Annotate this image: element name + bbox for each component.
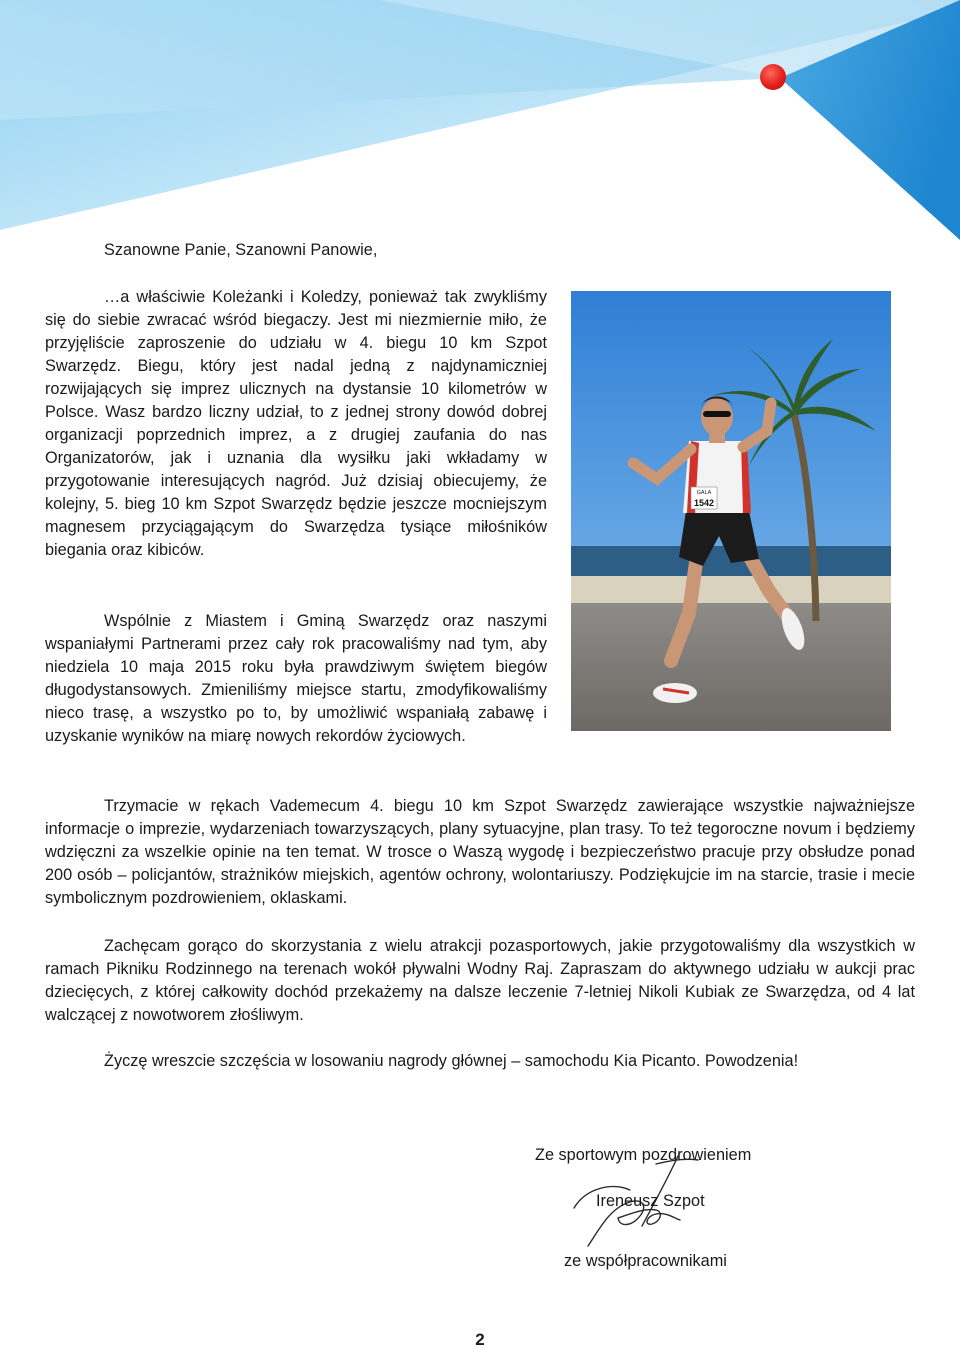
salutation: Szanowne Panie, Szanowni Panowie, — [104, 241, 378, 259]
bib-header: GALA — [696, 490, 712, 496]
closing-line: Ze sportowym pozdrowieniem — [535, 1146, 752, 1164]
paragraph-picnic — [45, 935, 915, 1027]
paragraph-vademecum-text: Trzymacie w rękach Vademecum 4. biegu 10 km Szpot Swarzędz zawierające wszystkie najważniejsze informacje o imprezie, wydarzeniach towarzyszących, plany sytuacyjne, plan trasy. To też tegoroczne novum i będziemy wdzięczni za wszelkie opinie na ten temat. W trosce o Waszą wygodę i bezpieczeństwo pracuje przy obsłudze ponad 200 osób – policjantów, strażników miejskich, agentów ochrony, wolontariuszy. Podziękujcie im na starcie, trasie i mecie symbolicznym pozdrowieniem, oklaskami. — [45, 797, 915, 907]
signer-name: Ireneusz Szpot — [596, 1192, 705, 1210]
paragraph-invitation-text: …a właściwie Koleżanki i Koledzy, ponieważ tak zwykliśmy się do siebie zwracać wśród biegaczy. Jest mi niezmiernie miło, że przyjęliście zaproszenie do udziału w 4. biegu 10 km Szpot Swarzędz. Biegu, który jest nadal jedną z najdynamiczniej rozwijających się imprez ulicznych na dystansie 10 kilometrów w Polsce. Wasz bardzo liczny udział, to z jednej strony dowód dobrej organizacji poprzednich imprez, a z drugiej zaufania do nas Organizatorów, jak i uznania dla wysiłku jaki wkładamy w przygotowanie interesujących nagród. Już dzisiaj obiecujemy, że kolejny, 5. bieg 10 km Szpot Swarzędz będzie jeszcze mocniejszym magnesem przyciągającym do Swarzędza tysiące miłośników biegania oraz kibiców. — [45, 288, 547, 559]
bib-number: 1542 — [693, 498, 715, 508]
runner-photo — [571, 291, 891, 731]
signer-coworkers: ze współpracownikami — [564, 1252, 727, 1270]
paragraph-partners-text: Wspólnie z Miastem i Gminą Swarzędz oraz naszymi wspaniałymi Partnerami przez cały rok pracowaliśmy nad tym, aby niedziela 10 maja 2015 roku była prawdziwym świętem biegów długodystansowych. Zmieniliśmy miejsce startu, zmodyfikowaliśmy nieco trasę, a wszystko po to, by umożliwić wspaniałą zabawę i uzyskanie wyników na miarę nowych rekordów życiowych. — [45, 612, 547, 745]
paragraph-invitation — [45, 286, 547, 562]
paragraph-vademecum — [45, 795, 915, 910]
paragraph-wishes: Życzę wreszcie szczęścia w losowaniu nagrody głównej – samochodu Kia Picanto. Powodzenia! — [104, 1052, 799, 1070]
page-number: 2 — [475, 1330, 485, 1349]
paragraph-partners — [45, 610, 547, 748]
paragraph-picnic-text: Zachęcam gorąco do skorzystania z wielu atrakcji pozasportowych, jakie przygotowaliśmy dla wszystkich w ramach Pikniku Rodzinnego na terenach wokół pływalni Wodny Raj. Zapraszam do aktywnego udziału w aukcji prac dziecięcych, z której całkowity dochód przekażemy na dalsze leczenie 7-letniej Nikoli Kubiak ze Swarzędza, od 4 lat walczącej z nowotworem złośliwym. — [45, 937, 915, 1024]
